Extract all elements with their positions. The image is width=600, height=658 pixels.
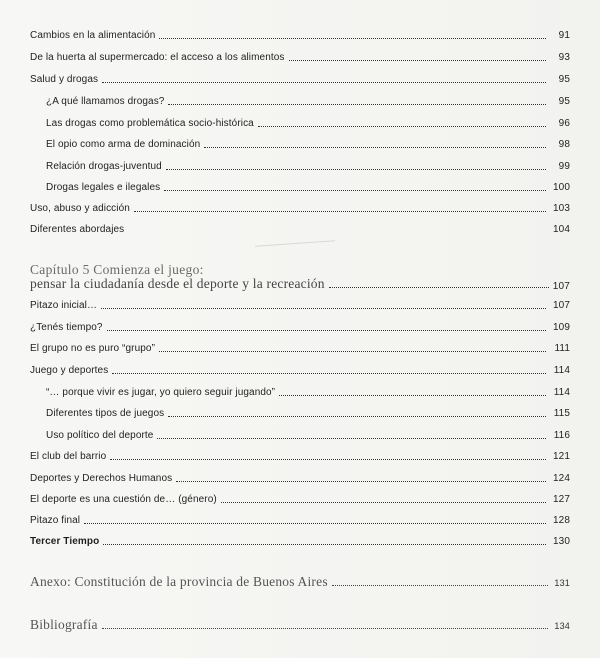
toc-entry-label: Uso, abuso y adicción [30,203,130,214]
bibliography-page: 134 [554,621,570,631]
toc-entry[interactable] [30,471,570,485]
scan-artifact [255,240,335,247]
dot-leader [84,523,546,524]
dot-leader [289,60,546,61]
toc-subentry[interactable] [46,137,570,151]
dot-leader [101,308,546,309]
dot-leader [164,190,546,191]
toc-entry-label: Pitazo final [30,515,81,526]
toc-entry[interactable] [30,72,570,86]
toc-entry-label: Juego y deportes [30,365,109,376]
toc-entry[interactable] [30,492,570,506]
toc-entry-page: 114 [553,387,570,398]
toc-entry[interactable] [30,28,570,42]
toc-entry-page: 111 [554,343,570,354]
toc-entry-page: 99 [558,161,570,172]
dot-leader [157,438,546,439]
toc-subentry[interactable] [46,159,570,173]
toc-entry-label: Relación drogas-juventud [46,161,162,172]
toc-entry[interactable] [30,222,570,236]
toc-entry[interactable] [30,201,570,215]
bibliography-entry[interactable] [30,615,570,633]
dot-leader [103,544,546,545]
dot-leader [112,373,546,374]
toc-entry-page: 127 [553,494,570,505]
toc-entry-label: Tercer Tiempo [30,536,100,547]
toc-entry-label: ¿A qué llamamos drogas? [46,96,165,107]
toc-entry[interactable] [30,320,570,334]
dot-leader [168,104,546,105]
dot-leader [134,211,546,212]
dot-leader [107,330,546,331]
chapter-entry[interactable] [30,276,570,292]
toc-entry-page: 95 [558,96,570,107]
toc-subentry[interactable] [46,385,570,399]
dot-leader [110,459,546,460]
chapter-page: 107 [552,281,570,292]
toc-entry-label: El opio como arma de dominación [46,139,201,150]
annex-label: Anexo: Constitución de la provincia de Buenos Aires [30,574,328,589]
toc-entry[interactable] [30,50,570,64]
toc-entry-label: Drogas legales e ilegales [46,182,161,193]
toc-entry-page: 124 [553,473,570,484]
toc-entry-page: 104 [553,224,570,235]
toc-entry-label: El club del barrio [30,451,107,462]
toc-entry-page: 91 [558,30,570,41]
dot-leader [279,395,546,396]
toc-entry-label: Diferentes tipos de juegos [46,408,165,419]
toc-entry-page: 109 [553,322,570,333]
chapter-title[interactable]: Capítulo 5 Comienza el juego: [30,262,204,277]
toc-entry-label: El deporte es una cuestión de… (género) [30,494,217,505]
toc-subentry[interactable] [46,116,570,130]
toc-entry-page: 100 [553,182,570,193]
toc-entry-label: El grupo no es puro “grupo” [30,343,155,354]
toc-entry-page: 116 [553,430,570,441]
toc-subentry[interactable] [46,406,570,420]
toc-entry-page: 128 [553,515,570,526]
dot-leader [102,82,546,83]
toc-entry-label: Cambios en la alimentación [30,30,156,41]
dot-leader [166,169,546,170]
dot-leader [102,628,549,629]
dot-leader [176,481,546,482]
toc-entry-label: “… porque vivir es jugar, yo quiero seguir jugando” [46,387,276,398]
annex-page: 131 [554,578,570,588]
dot-leader [258,126,546,127]
toc-entry[interactable] [30,449,570,463]
toc-entry-page: 103 [553,203,570,214]
toc-entry-page: 95 [558,74,570,85]
dot-leader [159,38,546,39]
toc-subentry[interactable] [46,94,570,108]
toc-entry-page: 93 [558,52,570,63]
annex-entry[interactable] [30,572,570,590]
toc-entry-page: 114 [553,365,570,376]
toc-subentry[interactable] [46,180,570,194]
toc-entry-label: Diferentes abordajes [30,224,125,235]
toc-entry-label: Salud y drogas [30,74,99,85]
toc-entry-label: De la huerta al supermercado: el acceso a los alimentos [30,52,285,63]
dot-leader [332,585,549,586]
toc-entry[interactable] [30,298,570,312]
toc-entry-page: 130 [553,536,570,547]
dot-leader [168,416,546,417]
toc-entry-label: Las drogas como problemática socio-histórica [46,118,254,129]
toc-entry[interactable] [30,341,570,355]
toc-entry[interactable] [30,534,570,548]
toc-entry-page: 115 [553,408,570,419]
toc-entry-label: Deportes y Derechos Humanos [30,473,173,484]
toc-entry-page: 98 [558,139,570,150]
dot-leader [221,502,546,503]
chapter-subtitle: pensar la ciudadanía desde el deporte y la recreación [30,276,325,291]
toc-entry[interactable] [30,513,570,527]
toc-subentry[interactable] [46,428,570,442]
dot-leader [204,147,546,148]
toc-entry-label: Pitazo inicial… [30,300,98,311]
toc-entry-page: 107 [553,300,570,311]
dot-leader [159,351,546,352]
toc-entry-label: ¿Tenés tiempo? [30,322,103,333]
toc-entry-page: 121 [553,451,570,462]
bibliography-label: Bibliografía [30,617,98,632]
dot-leader [329,287,549,288]
toc-entry[interactable] [30,363,570,377]
toc-entry-label: Uso político del deporte [46,430,154,441]
toc-entry-page: 96 [558,118,570,129]
